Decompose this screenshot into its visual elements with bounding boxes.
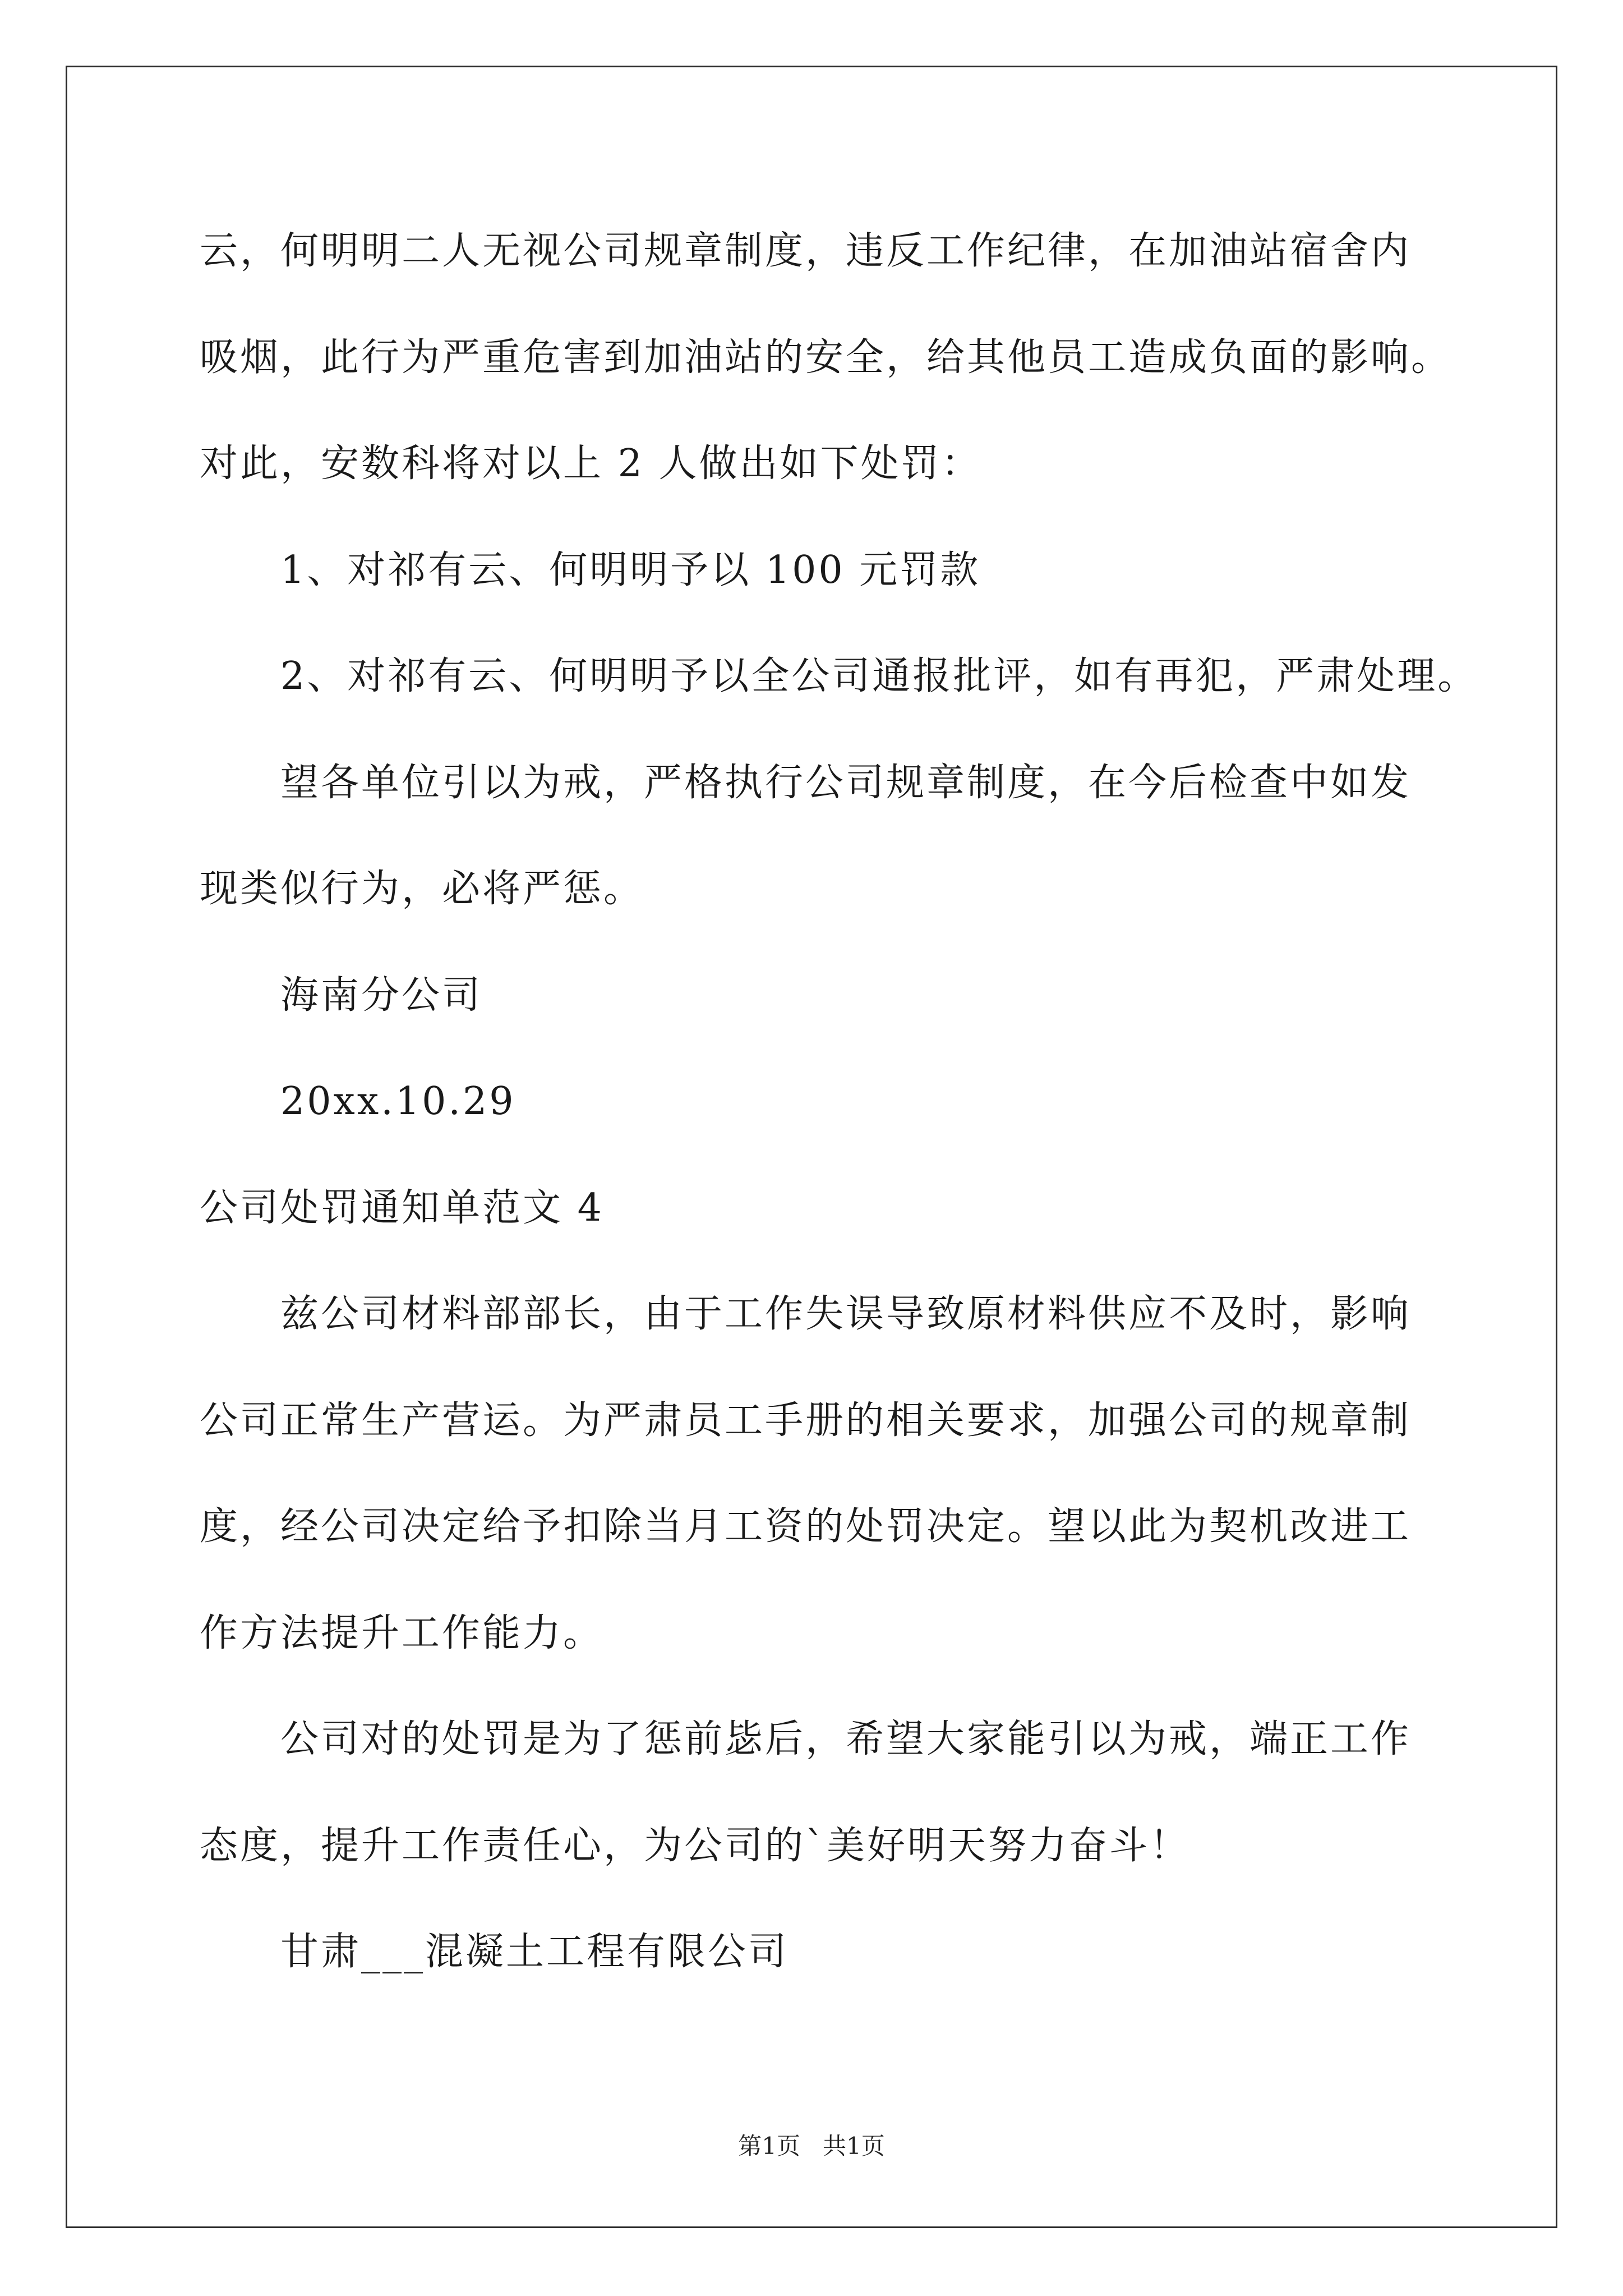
text-line: 对此，安数科将对以上 2 人做出如下处罚： xyxy=(200,441,982,486)
signature-company: 甘肃___混凝土工程有限公司 xyxy=(280,1930,789,1974)
text-line: 望各单位引以为戒，严格执行公司规章制度，在今后检查中如发 xyxy=(280,760,1412,805)
text-line: 公司对的处罚是为了惩前毖后，希望大家能引以为戒，端正工作 xyxy=(280,1717,1412,1761)
text-line: 态度，提升工作责任心，为公司的`美好明天努力奋斗！ xyxy=(200,1823,1191,1868)
text-line: 作方法提升工作能力。 xyxy=(200,1611,604,1655)
signature-company: 海南分公司 xyxy=(280,973,483,1018)
section-heading: 公司处罚通知单范文 4 xyxy=(200,1185,604,1230)
text-line: 公司正常生产营运。为严肃员工手册的相关要求，加强公司的规章制 xyxy=(200,1398,1412,1443)
text-line: 兹公司材料部部长，由于工作失误导致原材料供应不及时，影响 xyxy=(280,1292,1412,1336)
text-line: 云，何明明二人无视公司规章制度，违反工作纪律，在加油站宿舍内 xyxy=(200,229,1412,273)
signature-date: 20xx.10.29 xyxy=(280,1079,516,1124)
text-line: 现类似行为，必将严惩。 xyxy=(200,867,644,911)
page-footer: 第1页 共1页 xyxy=(738,2132,885,2160)
text-line: 度，经公司决定给予扣除当月工资的处罚决定。望以此为契机改进工 xyxy=(200,1504,1412,1549)
text-line: 吸烟，此行为严重危害到加油站的安全，给其他员工造成负面的影响。 xyxy=(200,335,1452,380)
list-item: 2、对祁有云、何明明予以全公司通报批评，如有再犯，严肃处理。 xyxy=(280,654,1478,698)
page-border xyxy=(66,66,1557,2228)
list-item: 1、对祁有云、何明明予以 100 元罚款 xyxy=(280,547,981,592)
